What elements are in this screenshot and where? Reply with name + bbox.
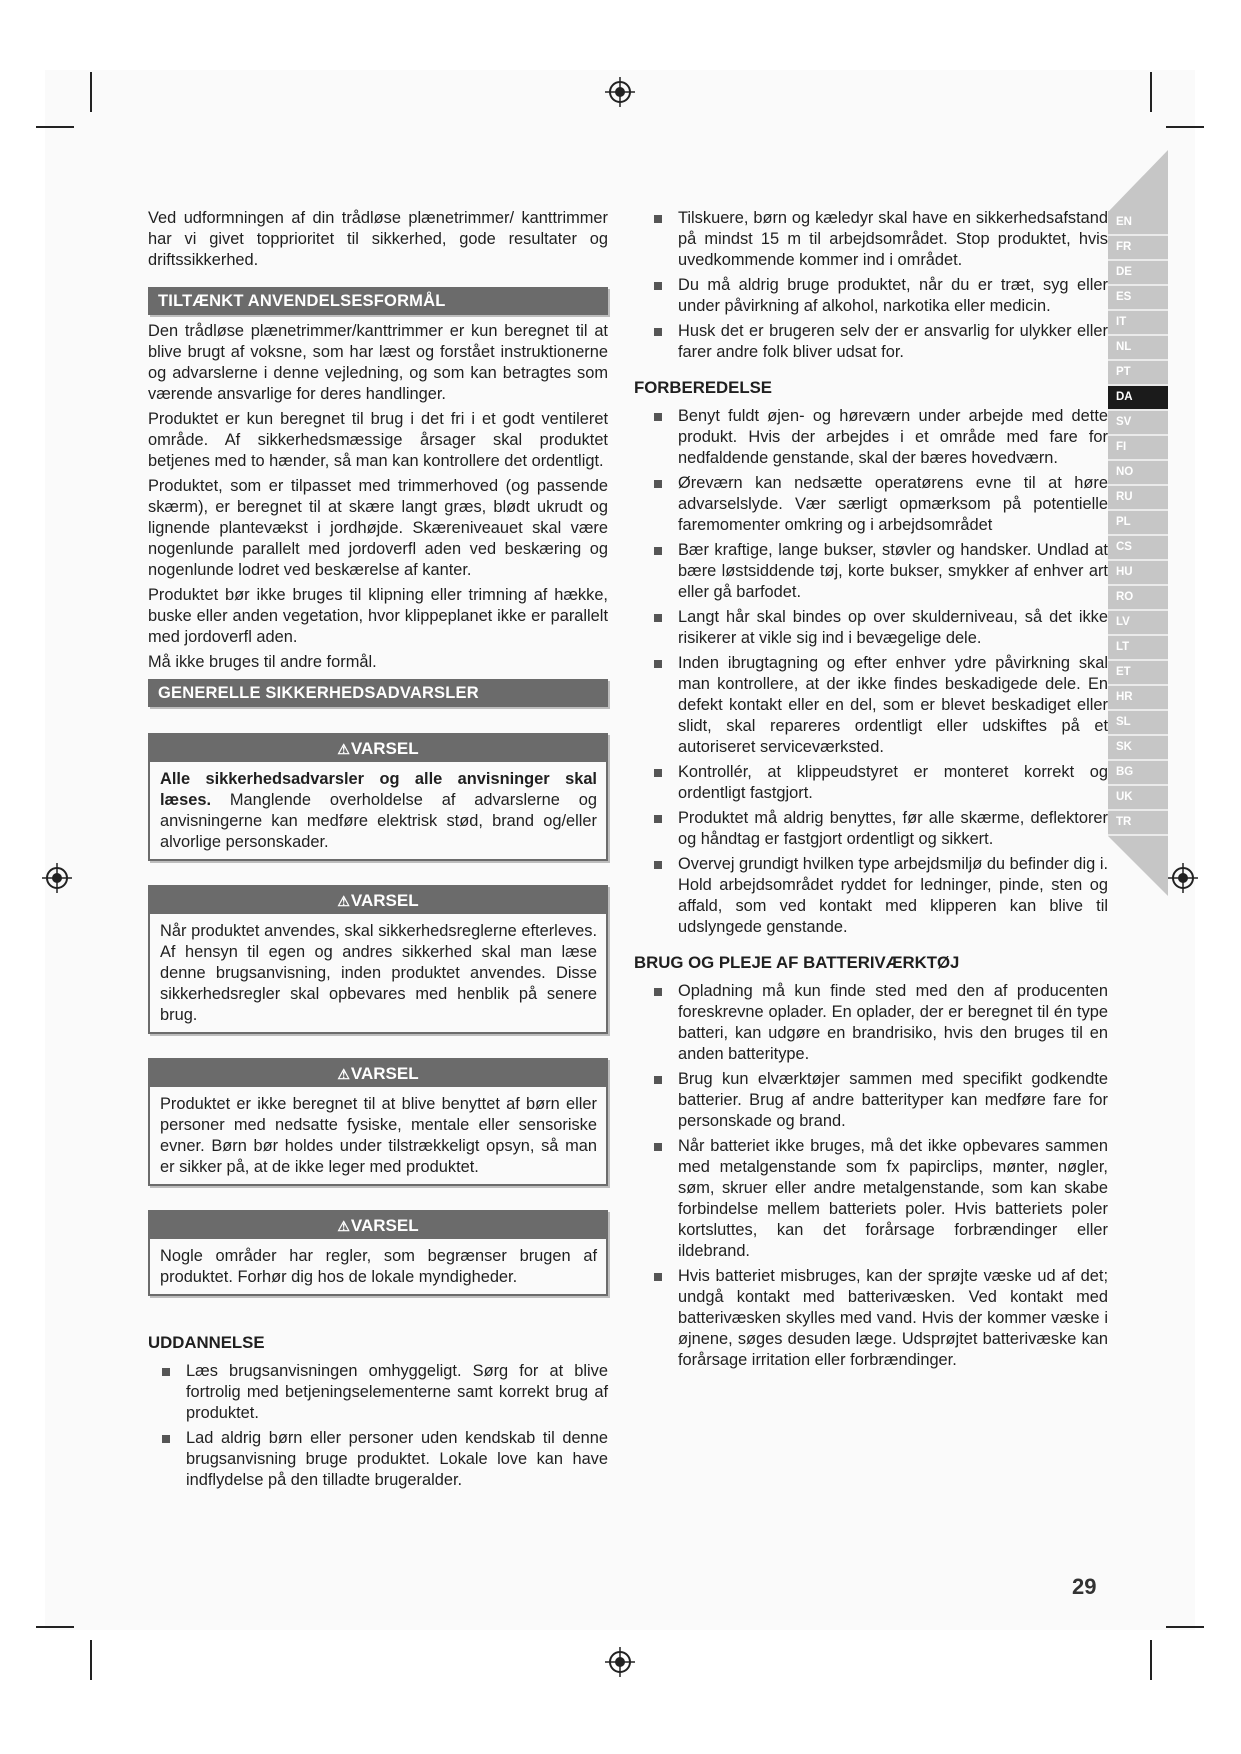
bullet-icon [654, 614, 662, 622]
section-title-training: UDDANNELSE [148, 1333, 265, 1352]
warning-box [148, 885, 608, 1034]
list-item: Du må aldrig bruge produktet, når du er træt, syg eller under påvirkning af alkohol, narkotika eller medicin. [668, 275, 1108, 317]
crop-mark [1150, 1640, 1152, 1680]
tab-header-triangle [1108, 150, 1170, 212]
bullet-icon [654, 1273, 662, 1281]
language-tab-it[interactable]: IT [1108, 311, 1168, 336]
bullet-icon [654, 413, 662, 421]
language-tab-et[interactable]: ET [1108, 661, 1168, 686]
bullet-icon [654, 282, 662, 290]
list-item: Langt hår skal bindes op over skulderniveau, så det ikke risikerer at vikle sig ind i bevægelige dele. [668, 607, 1108, 649]
bullet-icon [162, 1368, 170, 1376]
bullet-icon [654, 861, 662, 869]
language-tab-cs[interactable]: CS [1108, 536, 1168, 561]
list-item: Øreværn kan nedsætte operatørens evne til at høre advarselslyde. Vær særligt opmærksom på potentielle faremomenter omkring og i arbejdsområdet [668, 473, 1108, 536]
bullet-icon [654, 480, 662, 488]
right-column [634, 208, 1109, 1375]
intended-use-paragraph: Må ikke bruges til andre formål. [148, 653, 377, 671]
warning-box [148, 1210, 608, 1296]
language-tab-sv[interactable]: SV [1108, 411, 1168, 436]
language-tab-hu[interactable]: HU [1108, 561, 1168, 586]
warning-title: ⚠VARSEL [150, 887, 606, 914]
registration-mark-icon [605, 77, 635, 107]
bullet-icon [162, 1435, 170, 1443]
warning-triangle-icon: ⚠ [337, 1218, 350, 1234]
language-tab-da[interactable]: DA [1108, 386, 1168, 411]
language-tabs [1108, 150, 1170, 900]
crop-mark [1150, 72, 1152, 112]
warning-text: Når produktet anvendes, skal sikkerhedsreglerne efterleves. Af hensyn til egen og andres sikkerhed skal man læse denne brugsanvisning, inden produktet anvendes. Disse sikkerhedsregler skal opbevares med henblik på senere brug. [160, 922, 597, 1024]
list-item: Husk det er brugeren selv der er ansvarlig for ulykker eller farer andre folk bliver udsat for. [668, 321, 1108, 363]
warning-triangle-icon: ⚠ [337, 1066, 350, 1082]
language-tab-sl[interactable]: SL [1108, 711, 1168, 736]
language-tab-list [1108, 211, 1168, 836]
warning-text: Alle sikkerhedsadvarsler og alle anvisninger skal læses. Manglende overholdelse af advarslerne og anvisningerne kan medføre elektrisk stød, brand og/eller alvorlige personskader. [160, 770, 597, 851]
tab-footer-triangle [1108, 836, 1170, 896]
registration-mark-icon [605, 1647, 635, 1677]
left-column [148, 208, 608, 1495]
warning-title: ⚠VARSEL [150, 1212, 606, 1239]
bullet-icon [654, 769, 662, 777]
list-item: Opladning må kun finde sted med den af producenten foreskrevne oplader. En oplader, der er beregnet til én type batteri, kan udgøre en brandrisiko, hvis den bruges til en anden batteritype. [668, 981, 1108, 1065]
crop-mark [1166, 1626, 1204, 1628]
warning-box [148, 733, 608, 861]
bullet-icon [654, 1076, 662, 1084]
language-tab-bg[interactable]: BG [1108, 761, 1168, 786]
intended-use-paragraph: Produktet er kun beregnet til brug i det fri i et godt ventileret område. Af sikkerhedsmæssige årsager skal produktet betjenes med to hænder, så man kan kontrollere det ordentligt. [148, 410, 608, 470]
language-tab-hr[interactable]: HR [1108, 686, 1168, 711]
bullet-icon [654, 328, 662, 336]
crop-mark [36, 1626, 74, 1628]
language-tab-tr[interactable]: TR [1108, 811, 1168, 836]
training-list [176, 1361, 608, 1491]
language-tab-es[interactable]: ES [1108, 286, 1168, 311]
language-tab-pt[interactable]: PT [1108, 361, 1168, 386]
crop-mark [1166, 126, 1204, 128]
language-tab-en[interactable]: EN [1108, 211, 1168, 236]
list-item: Bær kraftige, lange bukser, støvler og handsker. Undlad at bære løstsiddende tøj, korte bukser, smykker af enhver art eller gå barfodet. [668, 540, 1108, 603]
language-tab-fr[interactable]: FR [1108, 236, 1168, 261]
crop-mark [90, 1640, 92, 1680]
language-tab-lt[interactable]: LT [1108, 636, 1168, 661]
bullet-icon [654, 660, 662, 668]
warning-triangle-icon: ⚠ [337, 893, 350, 909]
warning-title: ⚠VARSEL [150, 735, 606, 762]
section-title-intended-use: TILTÆNKT ANVENDELSESFORMÅL [148, 287, 608, 315]
list-item: Kontrollér, at klippeudstyret er monteret korrekt og ordentligt fastgjort. [668, 762, 1108, 804]
bullet-icon [654, 1143, 662, 1151]
section-title-preparation: FORBEREDELSE [634, 378, 772, 397]
crop-mark [36, 126, 74, 128]
language-tab-ro[interactable]: RO [1108, 586, 1168, 611]
bystanders-list [668, 208, 1108, 363]
list-item: Hvis batteriet misbruges, kan der sprøjte væske ud af det; undgå kontakt med batterivæsken. Ved kontakt med batterivæsken skylles med vand. Hvis der kommer væske i øjnene, søges desuden læge. Udsprøjtet batterivæske kan forårsage irritation eller forbrændinger. [668, 1266, 1108, 1371]
registration-mark-icon [42, 863, 72, 893]
registration-mark-icon [1168, 863, 1198, 893]
language-tab-pl[interactable]: PL [1108, 511, 1168, 536]
section-title-battery: BRUG OG PLEJE AF BATTERIVÆRKTØJ [634, 953, 960, 972]
section-title-general-warnings: GENERELLE SIKKERHEDSADVARSLER [148, 679, 608, 707]
list-item: Læs brugsanvisningen omhyggeligt. Sørg for at blive fortrolig med betjeningselementerne samt korrekt brug af produktet. [176, 1361, 608, 1424]
language-tab-de[interactable]: DE [1108, 261, 1168, 286]
list-item: Benyt fuldt øjen- og høreværn under arbejde med dette produkt. Hvis der arbejdes i et område med fare for nedfaldende genstande, skal der bæres hovedværn. [668, 406, 1108, 469]
warning-text: Nogle områder har regler, som begrænser brugen af produktet. Forhør dig hos de lokale myndigheder. [160, 1247, 597, 1286]
language-tab-uk[interactable]: UK [1108, 786, 1168, 811]
intended-use-paragraph: Produktet, som er tilpasset med trimmerhoved (og passende skærm), er beregnet til at skære langt græs, blødt ukrudt og lignende plantevækst i jordhøjde. Skæreniveauet skal være nogenlunde parallelt med jordoverfl aden ved beskæring og nogenlunde lodret ved beskærelse af kanter. [148, 477, 608, 579]
list-item: Tilskuere, børn og kæledyr skal have en sikkerhedsafstand på mindst 15 m til arbejdsområdet. Stop produktet, hvis uvedkommende kommer ind i området. [668, 208, 1108, 271]
list-item: Når batteriet ikke bruges, må det ikke opbevares sammen med metalgenstande som fx papirclips, mønter, nøgler, søm, skruer eller andre metalgenstande, som kan skabe forbindelse mellem batteriets poler. Hvis batteriets poler kortsluttes, kan det forårsage forbrændinger eller ildebrand. [668, 1136, 1108, 1262]
bullet-icon [654, 215, 662, 223]
page-number: 29 [1072, 1574, 1097, 1599]
warning-box [148, 1058, 608, 1186]
language-tab-lv[interactable]: LV [1108, 611, 1168, 636]
language-tab-fi[interactable]: FI [1108, 436, 1168, 461]
language-tab-ru[interactable]: RU [1108, 486, 1168, 511]
list-item: Overvej grundigt hvilken type arbejdsmiljø du befinder dig i. Hold arbejdsområdet ryddet for ledninger, pinde, sten og affald, som ved kontakt med klipperen kan blive til udslyngede genstande. [668, 854, 1108, 938]
warning-title: ⚠VARSEL [150, 1060, 606, 1087]
warning-triangle-icon: ⚠ [337, 741, 350, 757]
bullet-icon [654, 547, 662, 555]
bullet-icon [654, 988, 662, 996]
list-item: Brug kun elværktøjer sammen med specifikt godkendte batterier. Brug af andre batterityper kan medføre fare for personskade og brand. [668, 1069, 1108, 1132]
preparation-list [668, 406, 1108, 938]
crop-mark [90, 72, 92, 112]
list-item: Produktet må aldrig benyttes, før alle skærme, deflektorer og håndtag er fastgjort ordentligt og sikkert. [668, 808, 1108, 850]
intended-use-paragraph: Produktet bør ikke bruges til klipning eller trimning af hække, buske eller anden vegetation, hvor klippeplanet ikke er parallelt med jordoverfl aden. [148, 586, 608, 646]
warning-text: Produktet er ikke beregnet til at blive benyttet af børn eller personer med nedsatte fysiske, mentale eller sensoriske evner. Børn bør holdes under tilstrækkeligt opsyn, så man er sikker på, at de ikke leger med produktet. [160, 1095, 597, 1176]
list-item: Inden ibrugtagning og efter enhver ydre påvirkning skal man kontrollere, at der ikke findes beskadigede dele. En defekt kontakt eller en del, som er blevet beskadiget eller slidt, skal repareres ordentligt eller udskiftes på et autoriseret serviceværksted. [668, 653, 1108, 758]
language-tab-sk[interactable]: SK [1108, 736, 1168, 761]
language-tab-no[interactable]: NO [1108, 461, 1168, 486]
intro-text: Ved udformningen af din trådløse plænetrimmer/ kanttrimmer har vi givet topprioritet til sikkerhed, gode resultater og driftssikkerhed. [148, 209, 608, 269]
battery-list [668, 981, 1108, 1371]
bullet-icon [654, 815, 662, 823]
intended-use-paragraph: Den trådløse plænetrimmer/kanttrimmer er kun beregnet til at blive brugt af voksne, som har læst og forstået instruktionerne og advarslerne i denne vejledning, og som kan betragtes som værende ansvarlige for deres handlinger. [148, 322, 608, 403]
language-tab-nl[interactable]: NL [1108, 336, 1168, 361]
list-item: Lad aldrig børn eller personer uden kendskab til denne brugsanvisning bruge produktet. Lokale love kan have indflydelse på den tilladte brugeralder. [176, 1428, 608, 1491]
